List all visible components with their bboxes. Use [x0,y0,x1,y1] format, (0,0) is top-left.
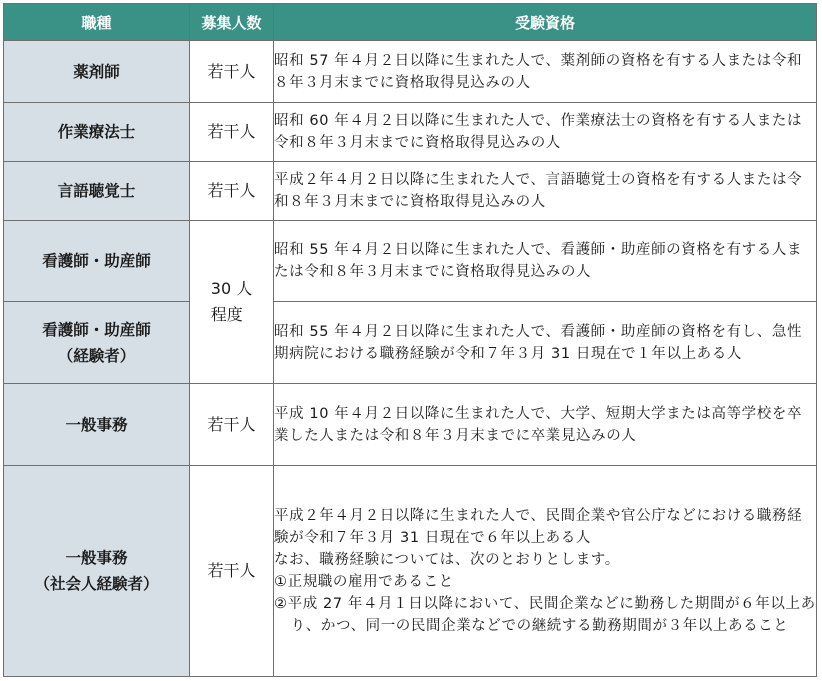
table-row [4,466,817,677]
table-row [4,103,817,162]
count-cell [190,221,274,384]
qualification-text: 昭和 60 年４月２日以降に生まれた人で、作業療法士の資格を有する人または令和８年３月末までに資格取得見込みの人 [274,113,803,151]
table-row [4,302,817,384]
table-row [4,384,817,466]
qualification-cell [274,302,817,384]
qualification-text: 昭和 57 年４月２日以降に生まれた人で、薬剤師の資格を有する人または令和８年３月末までに資格取得見込みの人 [274,52,803,91]
count-merged [211,276,252,328]
job-cell: 薬剤師 [4,41,190,103]
count-line-2: 程度 [210,305,243,324]
qualification-note: なお、職務経験については、次のとおりとします。 [274,552,620,568]
count-cell: 若干人 [190,41,274,103]
header-job-type: 職種 [4,4,190,41]
qualification-text: 平成 10 年４月２日以降に生まれた人で、大学、短期大学または高等学校を卒業した人または令和８年３月末までに卒業見込みの人 [274,405,803,444]
qualification-text: 昭和 55 年４月２日以降に生まれた人で、看護師・助産師の資格を有し、急性期病院における職務経験が令和７年３月 31 日現在で１年以上ある人 [274,323,803,362]
qualification-cell [274,103,817,162]
job-line-1: 一般事務 [65,549,128,567]
job-cell: 一般事務 [4,384,190,466]
job-line-2: （社会人経験者） [34,575,159,593]
qualification-cell [274,384,817,466]
count-cell: 若干人 [190,466,274,677]
qualification-text: 平成２年４月２日以降に生まれた人で、民間企業や官公庁などにおける職務経験が令和７年３月 31 日現在で６年以上ある人 [274,508,803,546]
qualification-cell [274,466,817,677]
qualification-cell [274,162,817,221]
job-cell: 言語聴覚士 [4,162,190,221]
header-recruit-count: 募集人数 [190,4,274,41]
qualification-text: 昭和 55 年４月２日以降に生まれた人で、看護師・助産師の資格を有する人または令和８年３月末までに資格取得見込みの人 [274,242,803,280]
qualification-text: 平成２年４月２日以降に生まれた人で、言語聴覚士の資格を有する人または令和８年３月末までに資格取得見込みの人 [274,172,803,210]
job-line-1: 看護師・助産師 [42,320,151,339]
header-qualifications: 受験資格 [274,4,817,41]
recruitment-table [3,3,817,677]
table-row [4,221,817,302]
job-cell: 作業療法士 [4,103,190,162]
job-cell [4,466,190,677]
qualification-cell [274,41,817,103]
count-line-1: 30 人 [210,279,253,298]
qualification-item-2: ②平成 27 年４月１日以降において、民間企業などに勤務した期間が６年以上あり、かつ、同一の民間企業などでの継続する勤務期間が３年以上あること [274,596,816,634]
table-row [4,162,817,221]
count-cell: 若干人 [190,162,274,221]
qualification-cell [274,221,817,302]
count-cell: 若干人 [190,103,274,162]
job-cell [4,302,190,384]
table-header-row [4,4,817,41]
count-cell: 若干人 [190,384,274,466]
table-row [4,41,817,103]
qualification-item-1: ①正規職の雇用であること [274,574,454,590]
job-cell: 看護師・助産師 [4,221,190,302]
job-line-2: （経験者） [57,346,136,365]
